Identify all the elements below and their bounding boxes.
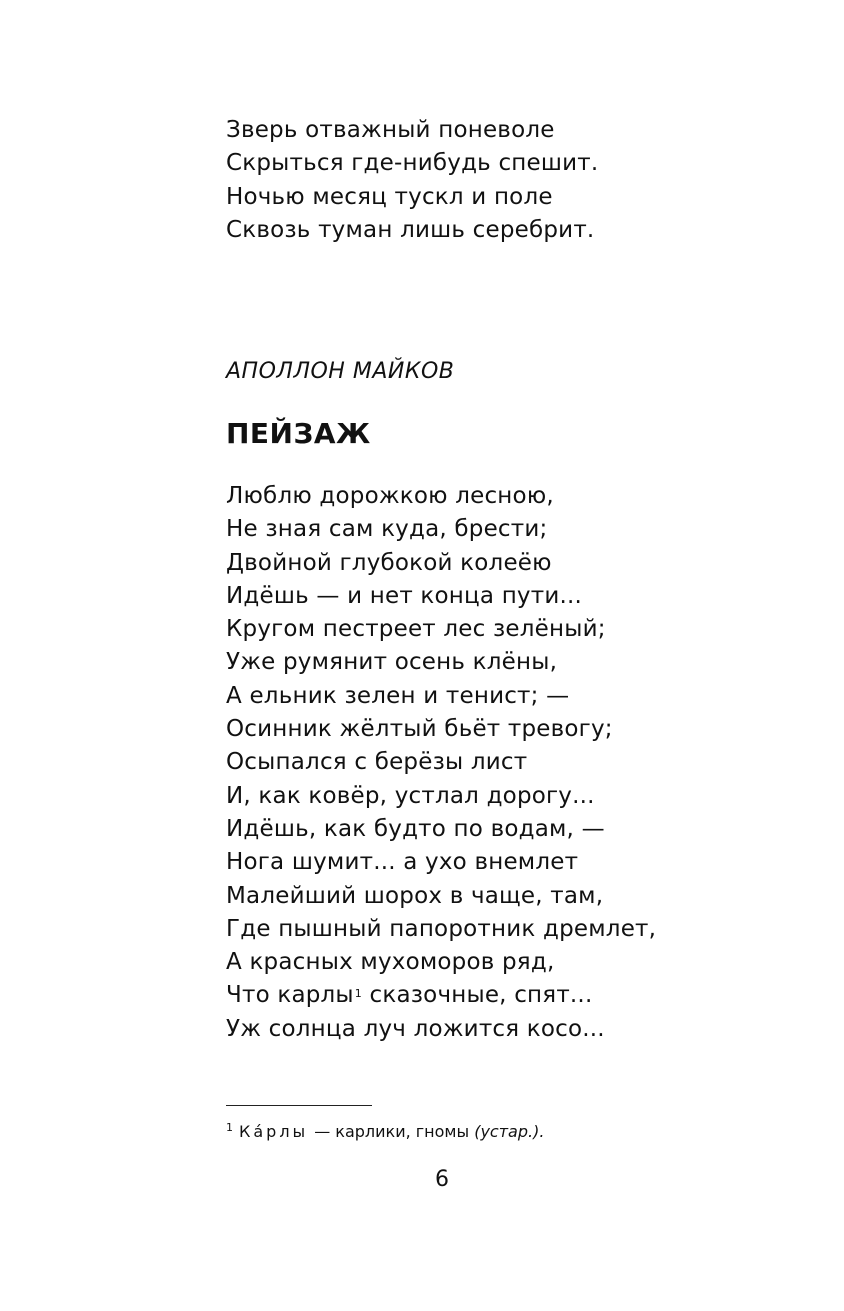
poem-line: Двойной глубокой колеёю: [226, 549, 552, 576]
poem-line: Уже румянит осень клёны,: [226, 649, 558, 676]
poem-line-with-footnote: [226, 979, 656, 1012]
poem-body: [226, 480, 656, 1046]
poem-line: Ночью месяц тускл и поле: [226, 183, 553, 210]
footnote-term: Ка́рлы: [239, 1122, 309, 1141]
poem-line: Нога шумит... а ухо внемлет: [226, 849, 579, 876]
poem-line: Осыпался с берёзы лист: [226, 749, 528, 776]
footnote-reference[interactable]: 1: [354, 987, 362, 1001]
poem-line: И, как ковёр, устлал дорогу...: [226, 782, 595, 809]
poem-line: Скрыться где-нибудь спешит.: [226, 150, 599, 177]
poem-line: Идёшь — и нет конца пути...: [226, 582, 583, 609]
footnote-mark: 1: [226, 1121, 233, 1134]
poem-author: АПОЛЛОН МАЙКОВ: [226, 359, 455, 384]
footnote-divider: [226, 1105, 372, 1106]
poem-line: Где пышный папоротник дремлет,: [226, 915, 657, 942]
poem-line: Уж солнца луч ложится косо...: [226, 1015, 605, 1042]
poem-line: Зверь отважный поневоле: [226, 117, 555, 143]
poem-line: Кругом пестреет лес зелёный;: [226, 616, 606, 643]
previous-poem-ending: [226, 114, 598, 247]
footnote-definition: — карлики, гномы: [314, 1122, 470, 1141]
poem-line: Сквозь туман лишь серебрит.: [226, 216, 595, 243]
poem-line: А красных мухоморов ряд,: [226, 949, 555, 976]
poem-title: ПЕЙЗАЖ: [226, 417, 371, 450]
poem-line: Осинник жёлтый бьёт тревогу;: [226, 716, 613, 743]
poem-line: Идёшь, как будто по водам, —: [226, 815, 605, 842]
poem-line: А ельник зелен и тенист; —: [226, 682, 570, 709]
line-text: Что карлы: [226, 982, 354, 1009]
poem-line: Люблю дорожкою лесною,: [226, 483, 554, 509]
footnote: [226, 1122, 544, 1141]
poem-line: Не зная сам куда, брести;: [226, 516, 548, 543]
line-text: сказочные, спят...: [362, 982, 593, 1009]
poem-line: Малейший шорох в чаще, там,: [226, 882, 604, 909]
footnote-note: (устар.).: [474, 1122, 545, 1141]
page-number: 6: [435, 1167, 449, 1192]
